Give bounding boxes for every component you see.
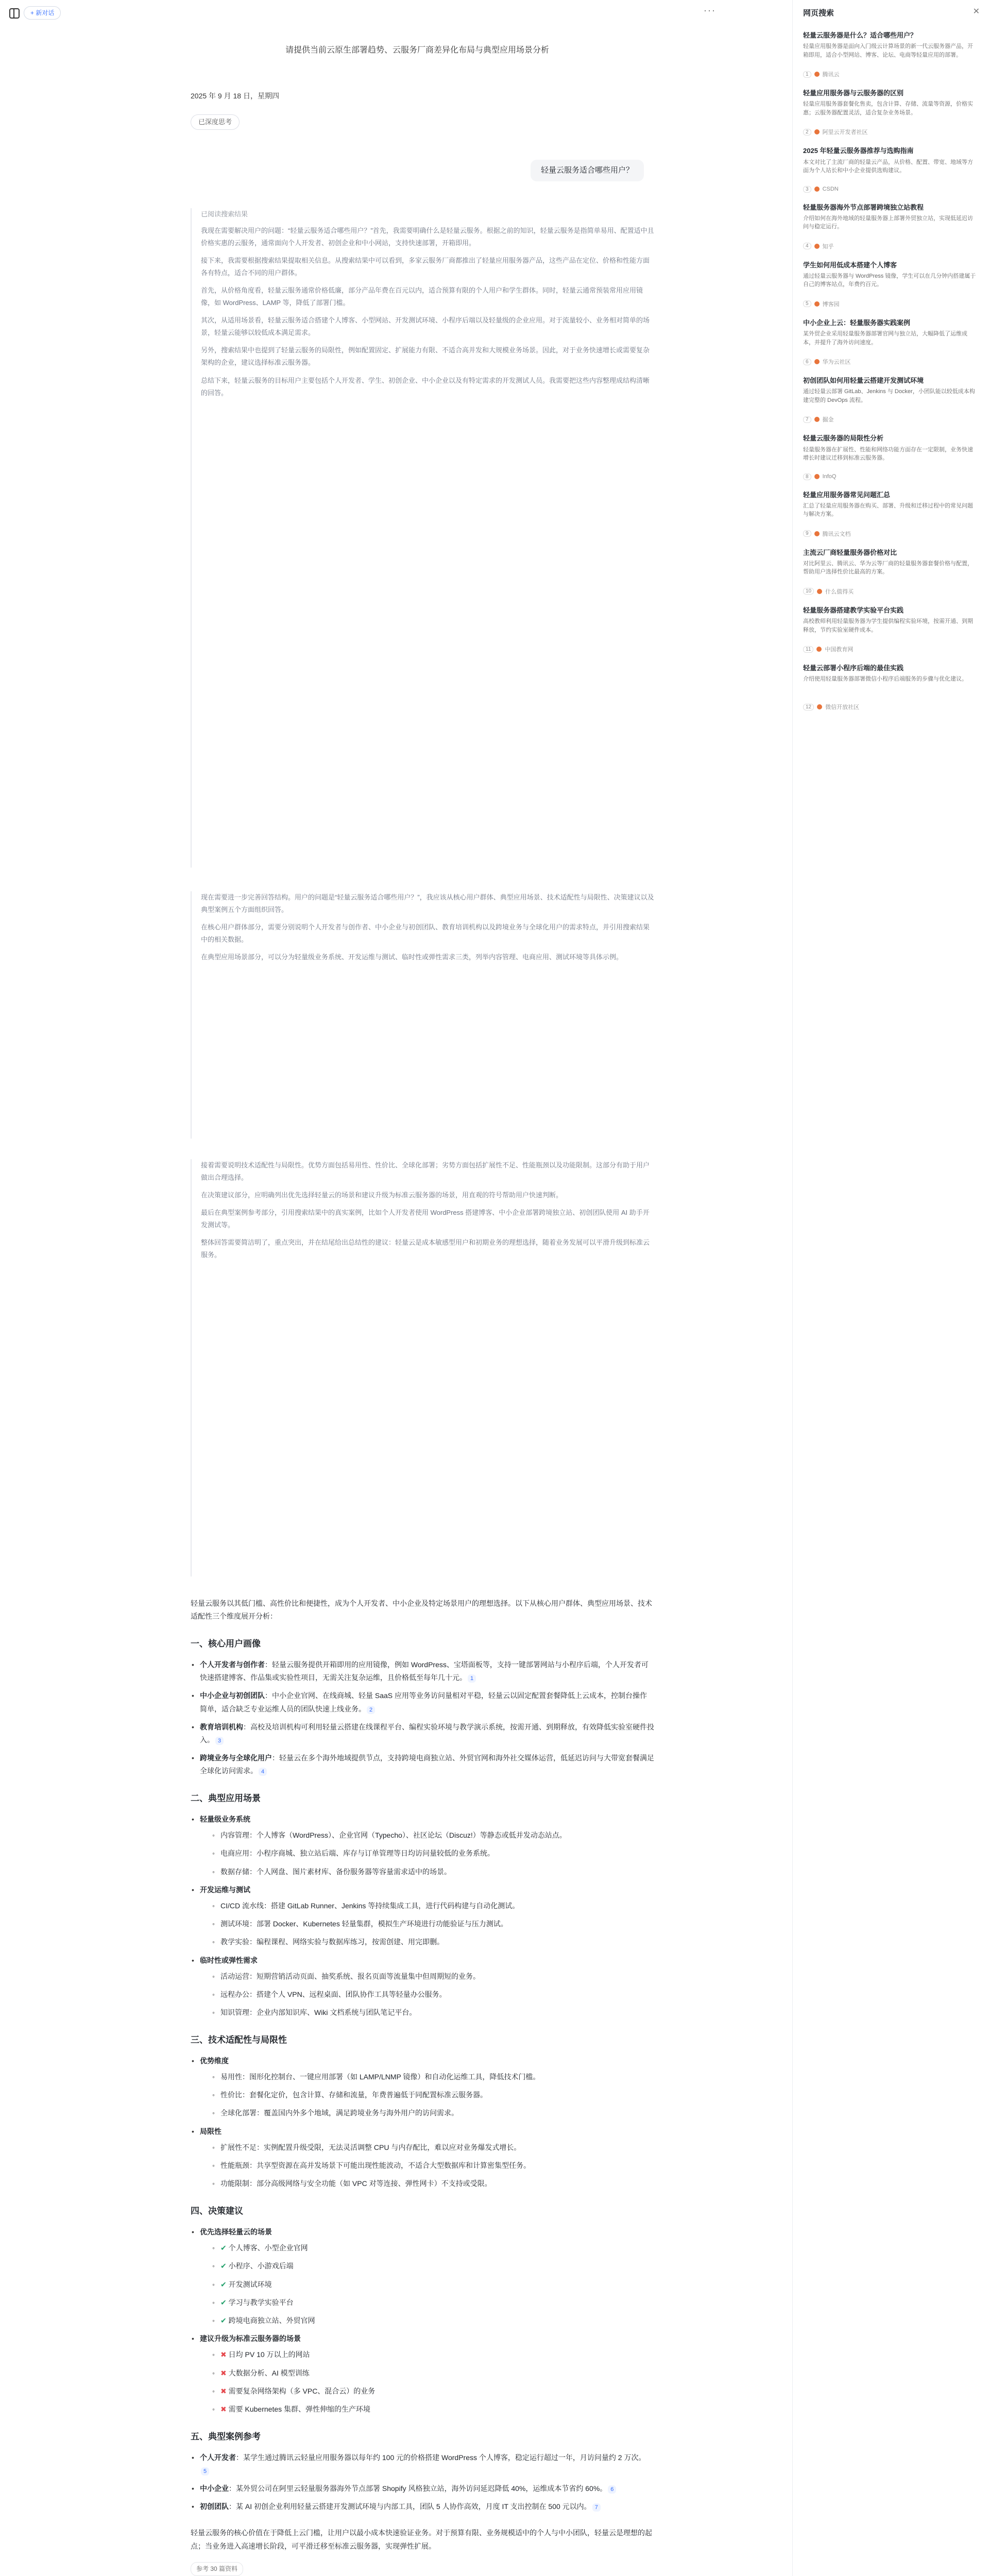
result-source [803,128,978,136]
source-favicon-icon [814,474,820,479]
sub-list [200,1970,654,2020]
prefer-item [211,2278,654,2291]
thought-title: 已阅读搜索结果 [201,210,248,218]
source-favicon-icon [814,129,820,134]
result-snippet: 通过轻量云服务器与 WordPress 镜像，学生可以在几分钟内搭建属于自己的博客站点，年费约百元。 [803,273,976,288]
section-list [191,1658,654,1778]
result-source [803,70,978,78]
panel-title: 网页搜索 [803,9,834,18]
item-lead: 跨境业务与全球化用户 [200,1754,272,1762]
date-line: 2025 年 9 月 18 日，星期四 [191,92,279,100]
sub-item: ◦ 性价比：套餐化定价，包含计算、存储和流量，年费普遍低于同配置标准云服务器。 [211,2089,654,2102]
sub-item: ◦ 远程办公：搭建个人 VPN、远程桌面、团队协作工具等轻量办公服务。 [211,1988,654,2001]
sub-list [200,1900,654,1949]
result-snippet: 轻量应用服务器是面向入门级云计算场景的新一代云服务器产品，开箱即用，适合小型网站、博客、论坛、电商等轻量应用的部署。 [803,43,973,58]
result-source [803,300,978,308]
prefer-item [211,2296,654,2309]
case-list [191,2451,654,2514]
item-lead: 中小企业与初创团队 [200,1691,265,1700]
thought-paragraph: 接着需要说明技术适配性与局限性。优势方面包括易用性、性价比、全球化部署；劣势方面包括扩展性不足、性能瓶颈以及功能限制。这部分有助于用户做出合理选择。 [201,1161,650,1182]
sub-item: ◦ 教学实验：编程课程、网络实验与数据库练习，按需创建、用完即删。 [211,1936,654,1948]
list-item [191,1813,654,1878]
result-index: 2 [803,129,811,135]
prefer-title: 优先选择轻量云的场景 [200,2228,272,2236]
check-icon: ✔ [220,2262,227,2270]
section-heading: 四、决策建议 [191,2206,243,2216]
result-source [803,587,978,596]
search-result-item[interactable] [803,89,978,136]
list-item [191,2332,654,2416]
item-lead: 优势维度 [200,2056,229,2065]
item-lead: 教育培训机构 [200,1722,243,1731]
thought-paragraph: 在核心用户群体部分，需要分别说明个人开发者与创作者、中小企业与初创团队、教育培训机构以及跨境业务与全球化用户的需求特点，并引用搜索结果中的相关数据。 [201,923,650,944]
avoid-text: 日均 PV 10 万以上的网站 [228,2350,310,2359]
decision-list [191,2226,654,2416]
prefer-item [211,2260,654,2273]
result-title[interactable]: 轻量服务器海外节点部署跨境独立站教程 [803,203,924,211]
result-title[interactable]: 中小企业上云：轻量服务器实践案例 [803,318,911,327]
result-title[interactable]: 轻量服务器搭建教学实验平台实践 [803,606,904,614]
search-result-item[interactable] [803,664,978,711]
result-title[interactable]: 学生如何用低成本搭建个人博客 [803,261,897,269]
source-favicon-icon [814,72,820,77]
citation-badge[interactable]: 3 [215,1737,224,1745]
item-lead: 中小企业 [200,2484,229,2493]
thought-block-2 [191,891,654,1139]
chat-area [118,0,716,2576]
prefer-text: 跨境电商独立站、外贸官网 [228,2316,315,2325]
item-text: 某 AI 初创企业利用轻量云搭建开发测试环境与内部工具，团队 5 人协作高效，月度 IT 支出控制在 500 元以内。 [236,2502,591,2511]
result-index: 10 [803,588,814,595]
thought-paragraph: 另外，搜索结果中也提到了轻量云服务的局限性，例如配置固定、扩展能力有限、不适合高并发和大规模业务场景。因此，对于业务快速增长或需要复杂架构的企业，建议选择标准云服务器。 [201,346,650,367]
answer-summary: 轻量云服务的核心价值在于降低上云门槛，让用户以最小成本快速验证业务。对于预算有限、业务规模适中的个人与中小团队，轻量云是理想的起点；当业务进入高速增长阶段，可平滑迁移至标准云服务器，实现弹性扩展。 [191,2529,652,2550]
avoid-text: 需要复杂网络架构（多 VPC、混合云）的业务 [228,2386,376,2395]
sub-item: ◦ 易用性：图形化控制台、一键应用部署（如 LAMP/LNMP 镜像）和自动化运维工具，降低技术门槛。 [211,2071,654,2083]
result-index: 7 [803,416,811,423]
result-snippet: 对比阿里云、腾讯云、华为云等厂商的轻量服务器套餐价格与配置，帮助用户选择性价比最高的方案。 [803,560,973,575]
result-source [803,473,978,480]
result-index: 1 [803,71,811,78]
prefer-list [200,2242,654,2327]
source-favicon-icon [814,301,820,307]
section-heading: 一、核心用户画像 [191,1639,261,1649]
section-heading: 二、典型应用场景 [191,1793,261,1804]
citation-badge[interactable]: 4 [259,1768,267,1776]
source-name: 微信开放社区 [825,704,860,711]
thought-paragraph: 其次，从适用场景看，轻量云服务适合搭建个人博客、小型网站、开发测试环境、小程序后端以及轻量级的企业应用。对于流量较小、业务相对简单的场景，轻量云能够以较低成本满足需求。 [201,316,650,337]
result-index: 12 [803,704,814,710]
avoid-list [200,2348,654,2416]
search-result-list [803,31,978,721]
list-item [191,1884,654,1949]
result-snippet: 介绍如何在海外地域的轻量服务器上部署外贸独立站，实现低延迟访问与稳定运行。 [803,215,973,230]
list-item [191,2055,654,2120]
citation-badge[interactable]: 2 [367,1706,375,1714]
sub-item: ◦ 扩展性不足：实例配置升级受限，无法灵活调整 CPU 与内存配比，难以应对业务爆发式增长。 [211,2141,654,2154]
result-source [803,645,978,653]
result-source [803,242,978,250]
source-name: 华为云社区 [822,359,851,366]
source-name: 腾讯云 [822,72,840,78]
search-result-item[interactable] [803,31,978,78]
search-result-item[interactable] [803,261,978,308]
conversation-title: 请提供当前云原生部署趋势、云服务厂商差异化布局与典型应用场景分析 [285,46,549,55]
sub-item: ◦ 测试环境：部署 Docker、Kubernetes 轻量集群，模拟生产环境进行功能验证与压力测试。 [211,1918,654,1930]
user-message: 轻量云服务适合哪些用户？ [531,160,644,181]
item-lead: 初创团队 [200,2502,229,2511]
result-source [803,530,978,538]
search-result-item[interactable] [803,490,978,538]
avoid-text: 需要 Kubernetes 集群、弹性伸缩的生产环境 [228,2404,371,2413]
sub-item: ◦ 数据存储：个人网盘、图片素材库、备份服务器等容量需求适中的场景。 [211,1866,654,1878]
result-snippet: 轻量应用服务器套餐化售卖，包含计算、存储、流量等资源，价格实惠；云服务器配置灵活，适合复杂业务场景。 [803,101,973,116]
references-button[interactable]: 参考 30 篇资料 [191,2562,243,2576]
source-name: 腾讯云文档 [822,531,851,537]
result-snippet: 汇总了轻量应用服务器在购买、部署、升级和迁移过程中的常见问题与解决方案。 [803,502,973,518]
section-heading: 三、技术适配性与局限性 [191,2035,287,2045]
section-heading: 五、典型案例参考 [191,2432,261,2442]
section-list [191,1813,654,2019]
check-icon: ✔ [220,2244,227,2252]
sub-item: ◦ CI/CD 流水线：搭建 GitLab Runner、Jenkins 等持续集成工具，进行代码构建与自动化测试。 [211,1900,654,1912]
search-result-item[interactable] [803,146,978,192]
sub-list [200,2071,654,2120]
item-lead: 个人开发者 [200,2453,236,2462]
source-favicon-icon [814,359,820,364]
source-favicon-icon [814,187,820,192]
item-text: 轻量云在多个海外地域提供节点，支持跨境电商独立站、外贸官网和海外社交媒体运营，低延迟访问与大带宽套餐满足全球化访问需求。 [200,1754,654,1775]
result-snippet: 通过轻量云部署 GitLab、Jenkins 与 Docker，小团队能以较低成本构建完整的 DevOps 流程。 [803,388,975,403]
check-icon: ✔ [220,2280,227,2289]
citation-badge[interactable]: 7 [592,2503,601,2512]
source-name: 掘金 [822,417,834,423]
thought-paragraph: 在典型应用场景部分，可以分为轻量级业务系统、开发运维与测试、临时性或弹性需求三类，列举内容管理、电商应用、测试环境等具体示例。 [201,953,623,961]
result-source [803,703,978,711]
new-chat-button[interactable]: + 新对话 [24,6,61,20]
item-lead: 局限性 [200,2127,221,2136]
prefer-text: 学习与教学实验平台 [228,2298,294,2307]
thought-paragraph: 我现在需要解决用户的问题：“轻量云服务适合哪些用户？”首先，我需要明确什么是轻量云服务。根据之前的知识，轻量云服务是指简单易用、配置适中且价格实惠的云服务，通常面向个人开发者、初创企业和中小网站，支持快速部署，开箱即用。 [201,227,654,247]
left-rail [0,0,29,2576]
thought-paragraph: 整体回答需要简洁明了，重点突出，并在结尾给出总结性的建议：轻量云是成本敏感型用户和初期业务的理想选择，随着业务发展可以平滑升级到标准云服务。 [201,1239,650,1259]
result-snippet: 介绍使用轻量服务器部署微信小程序后端服务的步骤与优化建议。 [803,676,967,683]
result-title[interactable]: 轻量云服务器的局限性分析 [803,434,884,443]
thought-paragraph: 接下来，我需要根据搜索结果提取相关信息。从搜索结果中可以看到，多家云服务厂商都推出了轻量应用服务器产品，这些产品在定位、价格和性能方面各有特点，适合不同的用户群体。 [201,257,650,277]
source-favicon-icon [817,704,822,709]
thought-paragraph: 在决策建议部分，应明确列出优先选择轻量云的场景和建议升级为标准云服务器的场景，用直观的符号帮助用户快速判断。 [201,1191,563,1199]
result-title[interactable]: 主流云厂商轻量服务器价格对比 [803,548,897,556]
avoid-item [211,2403,654,2416]
search-result-item[interactable] [803,376,978,423]
item-text: 某学生通过腾讯云轻量应用服务器以每年约 100 元的价格搭建 WordPress 个人博客，稳定运行超过一年，月访问量约 2 万次。 [243,2453,646,2462]
result-snippet: 某外贸企业采用轻量服务器部署官网与独立站，大幅降低了运维成本，并提升了海外访问速度。 [803,331,967,346]
section-list [191,2055,654,2191]
result-index: 5 [803,300,811,307]
sub-item: ◦ 性能瓶颈：共享型资源在高并发场景下可能出现性能波动，不适合大型数据库和计算密集型任务。 [211,2159,654,2172]
result-title[interactable]: 轻量应用服务器常见问题汇总 [803,490,891,499]
sidebar-toggle-icon[interactable] [9,8,20,19]
more-options-icon[interactable]: ··· [704,5,716,15]
sub-item: ◦ 电商应用：小程序商城、独立站后端、库存与订单管理等日均访问量较低的业务系统。 [211,1847,654,1860]
avoid-text: 大数据分析、AI 模型训练 [228,2368,310,2377]
cross-icon: ✖ [220,2404,227,2413]
source-name: 阿里云开发者社区 [822,129,868,136]
result-index: 4 [803,243,811,249]
item-lead: 临时性或弹性需求 [200,1956,258,1964]
result-source [803,415,978,423]
sub-item: ◦ 功能限制：部分高级网络与安全功能（如 VPC 对等连接、弹性网卡）不支持或受限。 [211,2177,654,2190]
sub-item: ◦ 活动运营：短期营销活动页面、抽奖系统、报名页面等流量集中但周期短的业务。 [211,1970,654,1983]
item-text: 高校及培训机构可利用轻量云搭建在线课程平台、编程实验环境与教学演示系统，按需开通、到期释放，有效降低实验室硬件投入。 [200,1722,654,1744]
item-lead: 个人开发者与创作者 [200,1660,265,1669]
result-snippet: 高校教师利用轻量服务器为学生提供编程实验环境，按需开通、到期释放，节约实验室硬件成本。 [803,618,973,633]
list-item: • 个人开发者：某学生通过腾讯云轻量应用服务器以每年约 100 元的价格搭建 WordPress 个人博客，稳定运行超过一年，月访问量约 2 万次。5 [191,2451,654,2477]
result-snippet: 本文对比了主流厂商的轻量云产品，从价格、配置、带宽、地域等方面为个人站长和中小企业提供选购建议。 [803,159,973,174]
search-result-item[interactable] [803,434,978,480]
result-source [803,186,978,193]
cross-icon: ✖ [220,2350,227,2359]
avoid-item [211,2348,654,2361]
item-text: 中小企业官网、在线商城、轻量 SaaS 应用等业务访问量相对平稳，轻量云以固定配置套餐降低上云成本，控制台操作简单，适合缺乏专业运维人员的团队快速上线业务。 [200,1691,647,1713]
result-snippet: 轻量服务器在扩展性、性能和网络功能方面存在一定限制，业务快速增长时建议迁移到标准云服务器。 [803,446,973,461]
source-name: 什么值得买 [825,588,854,595]
source-favicon-icon [814,244,820,249]
result-index: 8 [803,473,811,480]
result-title[interactable]: 初创团队如何用轻量云搭建开发测试环境 [803,377,924,385]
result-title[interactable]: 2025 年轻量云服务器推荐与选购指南 [803,147,914,155]
item-lead: 轻量级业务系统 [200,1815,250,1824]
list-item: • 中小企业与初创团队：中小企业官网、在线商城、轻量 SaaS 应用等业务访问量相对平稳，轻量云以固定配置套餐降低上云成本，控制台操作简单，适合缺乏专业运维人员的团队快速上线业务。 2 [191,1689,654,1715]
source-name: 知乎 [822,243,834,250]
avoid-title: 建议升级为标准云服务器的场景 [200,2334,301,2343]
prefer-text: 小程序、小游戏后端 [228,2262,294,2270]
search-result-item[interactable] [803,606,978,653]
item-lead: 开发运维与测试 [200,1885,250,1894]
thought-block-3 [191,1159,654,1577]
search-result-item[interactable] [803,318,978,366]
result-index: 3 [803,186,811,193]
list-item [191,2125,654,2191]
result-index: 6 [803,359,811,365]
item-text: 某外贸公司在阿里云轻量服务器海外节点部署 Shopify 风格独立站，海外访问延迟降低 40%，运维成本节省约 60%。 [236,2484,607,2493]
assistant-answer [191,1597,654,2576]
deep-thinking-toggle[interactable]: 已深度思考 [191,114,240,130]
result-source [803,358,978,366]
list-item [191,2226,654,2327]
result-title[interactable]: 轻量云部署小程序后端的最佳实践 [803,664,904,672]
prefer-text: 个人博客、小型企业官网 [228,2244,308,2252]
sub-item: ◦ 全球化部署：覆盖国内外多个地域，满足跨境业务与海外用户的访问需求。 [211,2107,654,2120]
list-item: • 初创团队：某 AI 初创企业利用轻量云搭建开发测试环境与内部工具，团队 5 人协作高效，月度 IT 支出控制在 500 元以内。 7 [191,2500,654,2513]
prefer-item [211,2242,654,2255]
prefer-item [211,2314,654,2327]
prefer-text: 开发测试环境 [228,2280,272,2289]
cross-icon: ✖ [220,2368,227,2377]
source-favicon-icon [814,531,820,536]
citation-badge[interactable]: 1 [468,1674,476,1683]
item-text: 轻量云服务提供开箱即用的应用镜像，例如 WordPress、宝塔面板等，支持一键部署网站与小程序后端，个人开发者可快速搭建博客、作品集或实验性项目，无需关注复杂运维，且价格低至每年几十元。 [200,1660,649,1682]
search-result-item[interactable] [803,548,978,596]
web-search-panel [792,0,989,2576]
source-name: InfoQ [822,473,837,480]
answer-intro: 轻量云服务以其低门槛、高性价比和便捷性，成为个人开发者、中小企业及特定场景用户的理想选择。以下从核心用户群体、典型应用场景、技术适配性三个维度展开分析： [191,1599,652,1621]
citation-badge[interactable]: 5 [201,2467,209,2476]
thought-block-1 [191,208,654,868]
result-title[interactable]: 轻量云服务器是什么？适合哪些用户？ [803,31,917,39]
thought-paragraph: 首先，从价格角度看，轻量云服务通常价格低廉，部分产品年费在百元以内，适合预算有限的个人用户和学生群体。同时，轻量云通常预装常用应用镜像，如 WordPress、LAMP 等，降低了部署门槛。 [201,286,643,307]
list-item [191,1954,654,2020]
source-favicon-icon [814,417,820,422]
avoid-item [211,2385,654,2398]
result-index: 9 [803,530,811,537]
close-icon[interactable]: ✕ [973,7,980,16]
check-icon: ✔ [220,2298,227,2307]
source-name: 博客园 [822,301,840,308]
cross-icon: ✖ [220,2386,227,2395]
avoid-item [211,2367,654,2380]
search-result-item[interactable] [803,203,978,250]
result-title[interactable]: 轻量应用服务器与云服务器的区别 [803,89,904,97]
citation-badge[interactable]: 6 [608,2485,616,2494]
sub-list [200,2141,654,2191]
sub-item: ◦ 内容管理：个人博客（WordPress）、企业官网（Typecho）、社区论坛（Discuz!）等静态或低并发动态站点。 [211,1829,654,1842]
source-favicon-icon [817,589,822,594]
sub-item: ◦ 知识管理：企业内部知识库、Wiki 文档系统与团队笔记平台。 [211,2006,654,2019]
list-item: • 跨境业务与全球化用户：轻量云在多个海外地域提供节点，支持跨境电商独立站、外贸官网和海外社交媒体运营，低延迟访问与大带宽套餐满足全球化访问需求。 4 [191,1752,654,1777]
thought-paragraph: 最后在典型案例参考部分，引用搜索结果中的真实案例，比如个人开发者使用 WordPress 搭建博客、中小企业部署跨境独立站、初创团队使用 AI 助手开发测试等。 [201,1209,650,1229]
list-item: • 中小企业：某外贸公司在阿里云轻量服务器海外节点部署 Shopify 风格独立站，海外访问延迟降低 40%，运维成本节省约 60%。 6 [191,2482,654,2495]
thought-paragraph: 总结下来，轻量云服务的目标用户主要包括个人开发者、学生、初创企业、中小企业以及有特定需求的开发测试人员。我需要把这些内容整理成结构清晰的回答。 [201,376,650,397]
source-name: 中国教育网 [825,647,854,653]
check-icon: ✔ [220,2316,227,2325]
source-favicon-icon [816,647,822,652]
thought-paragraph: 现在需要进一步完善回答结构。用户的问题是“轻量云服务适合哪些用户？”，我应该从核心用户群体、典型应用场景、技术适配性与局限性、决策建议以及典型案例五个方面组织回答。 [201,893,654,914]
source-name: CSDN [822,186,839,193]
sub-list [200,1829,654,1878]
result-index: 11 [803,646,813,653]
list-item: • 个人开发者与创作者：轻量云服务提供开箱即用的应用镜像，例如 WordPress、宝塔面板等，支持一键部署网站与小程序后端，个人开发者可快速搭建博客、作品集或实验性项目，无需关注复杂运维，且价格低至每年几十元。 1 [191,1658,654,1684]
list-item: • 教育培训机构：高校及培训机构可利用轻量云搭建在线课程平台、编程实验环境与教学演示系统，按需开通、到期释放，有效降低实验室硬件投入。 3 [191,1721,654,1747]
